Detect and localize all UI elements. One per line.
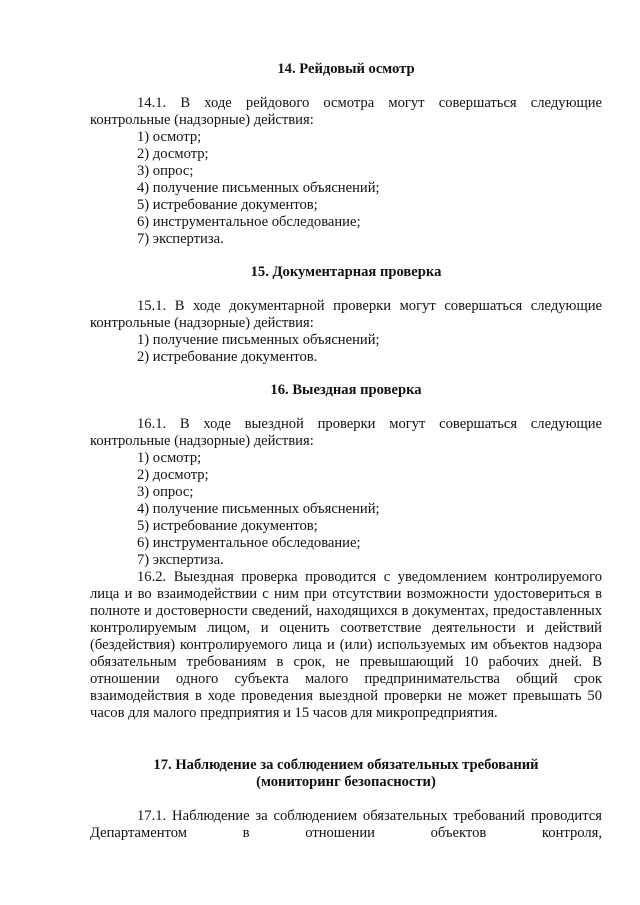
section-16-title: 16. Выездная проверка [270, 382, 422, 398]
section-14 [90, 61, 602, 248]
list-item: 5) истребование документов; [137, 518, 318, 534]
list-item: 7) экспертиза. [137, 231, 224, 247]
list-item: 7) экспертиза. [137, 552, 224, 568]
section-15-title: 15. Документарная проверка [250, 264, 442, 280]
section-14-paragraph: 14.1. В ходе рейдового осмотра могут совершаться следующие контрольные (надзорные) действия: [90, 95, 602, 128]
section-17 [90, 757, 602, 842]
section-17-paragraph: 17.1. Наблюдение за соблюдением обязательных требований проводится Департаментом в отношении объектов контроля, [90, 808, 602, 841]
list-item: 2) досмотр; [137, 146, 209, 162]
list-item: 2) истребование документов. [137, 349, 318, 365]
section-15-paragraph: 15.1. В ходе документарной проверки могут совершаться следующие контрольные (надзорные) действия: [90, 298, 602, 331]
section-16 [90, 382, 602, 722]
list-item: 4) получение письменных объяснений; [137, 501, 380, 517]
section-17-title-line-2: (мониторинг безопасности) [256, 774, 436, 790]
section-17-title-line-1: 17. Наблюдение за соблюдением обязательных требований [153, 757, 539, 773]
section-14-title: 14. Рейдовый осмотр [277, 61, 415, 77]
list-item: 6) инструментальное обследование; [137, 214, 361, 230]
list-item: 1) получение письменных объяснений; [137, 332, 380, 348]
section-16-paragraph-2: 16.2. Выездная проверка проводится с уведомлением контролируемого лица и во взаимодействии с ним при отсутствии возможности удостовериться в полноте и достоверности сведений, находящихся в документах, предоставленных контролируемым лицом, и оценить соответствие деятельности и действий (бездействия) контролируемого лица и (или) используемых им объектов надзора обязательным требованиям в срок, не превышающий 10 рабочих дней. В отношении одного субъекта малого предпринимательства общий срок взаимодействия в ходе проведения выездной проверки не может превышать 50 часов для малого предприятия и 15 часов для микропредприятия. [90, 569, 602, 721]
list-item: 1) осмотр; [137, 450, 202, 466]
list-item: 4) получение письменных объяснений; [137, 180, 380, 196]
section-15 [90, 264, 602, 366]
list-item: 2) досмотр; [137, 467, 209, 483]
list-item: 3) опрос; [137, 163, 194, 179]
list-item: 6) инструментальное обследование; [137, 535, 361, 551]
section-16-paragraph: 16.1. В ходе выездной проверки могут совершаться следующие контрольные (надзорные) действия: [90, 416, 602, 449]
list-item: 5) истребование документов; [137, 197, 318, 213]
list-item: 1) осмотр; [137, 129, 202, 145]
list-item: 3) опрос; [137, 484, 194, 500]
